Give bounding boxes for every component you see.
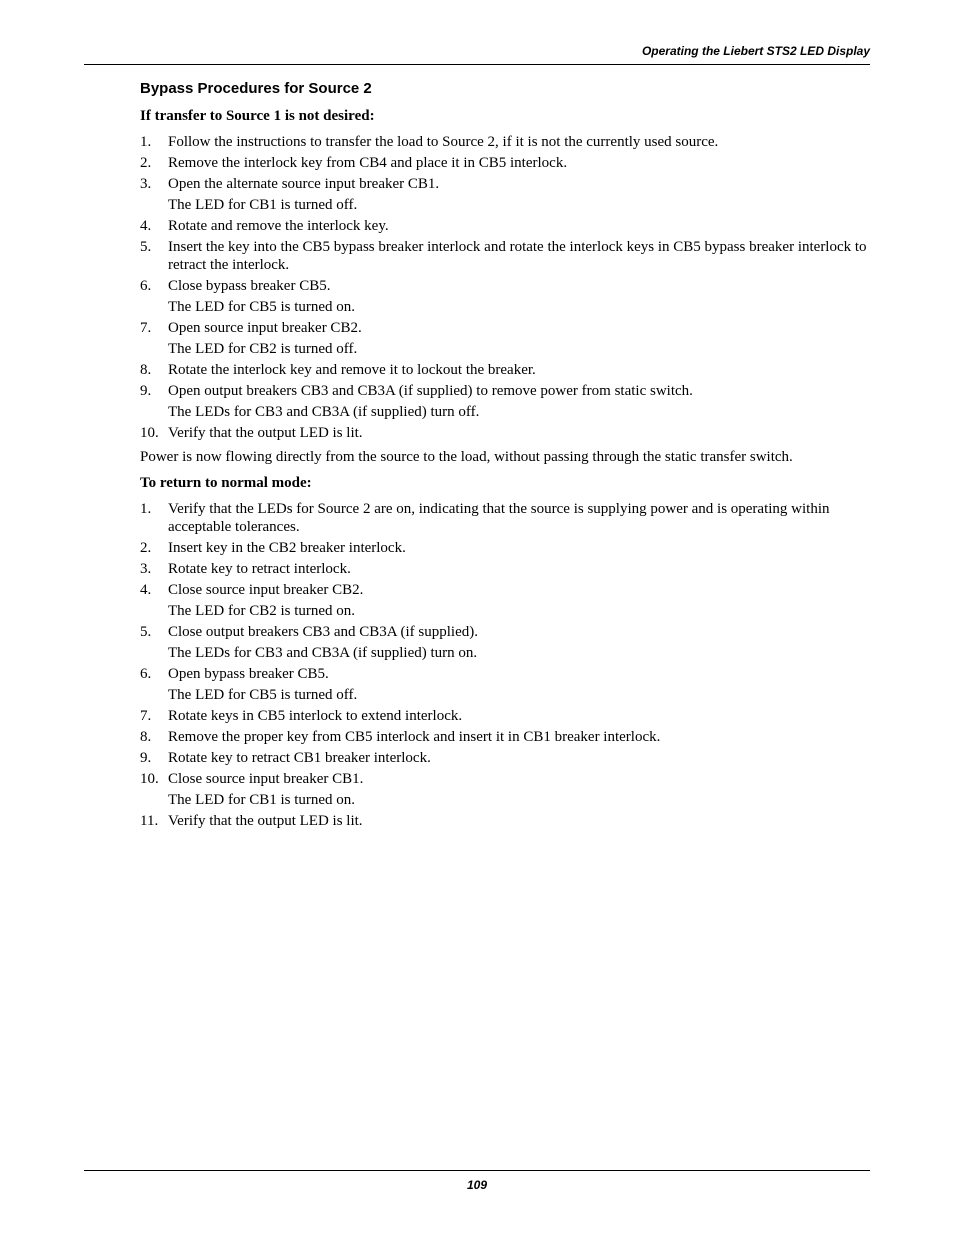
step-number: 5. [140,239,152,255]
list-item [140,277,870,316]
step-number: 7. [140,320,152,336]
step-note: The LED for CB1 is turned off. [168,197,358,213]
step-text: Rotate key to retract interlock. [168,561,351,577]
step-number: 4. [140,582,152,598]
step-note: The LED for CB5 is turned on. [168,299,356,315]
step-number: 6. [140,278,152,294]
step-note: The LED for CB5 is turned off. [168,687,358,703]
list-item [140,539,870,557]
step-text: Open bypass breaker CB5. [168,666,329,682]
list-item [140,560,870,578]
list-item [140,812,870,830]
step-number: 2. [140,540,152,556]
step-number: 9. [140,750,152,766]
step-text: Remove the proper key from CB5 interlock and insert it in CB1 breaker interlock. [168,729,661,745]
list-item [140,133,870,151]
step-number: 4. [140,218,152,234]
page-footer [84,1170,870,1192]
step-note: The LEDs for CB3 and CB3A (if supplied) turn on. [168,645,478,661]
step-number: 10. [140,771,159,787]
running-header-title: Operating the Liebert STS2 LED Display [641,44,870,58]
steps-list-return [140,500,870,830]
step-number: 11. [140,813,159,829]
step-text: Verify that the LEDs for Source 2 are on, indicating that the source is supplying power and is operating within acceptable tolerances. [168,501,830,535]
step-text: Insert key in the CB2 breaker interlock. [168,540,406,556]
step-note: The LED for CB2 is turned on. [168,603,356,619]
list-item [140,175,870,214]
step-note: The LED for CB1 is turned on. [168,792,356,808]
steps-list-bypass [140,133,870,442]
list-item [140,238,870,274]
step-text: Rotate and remove the interlock key. [168,218,389,234]
list-item [140,770,870,809]
list-item [140,581,870,620]
bypass-result-paragraph: Power is now flowing directly from the source to the load, without passing through the static transfer switch. [140,449,793,465]
list-item [140,623,870,662]
step-text: Close source input breaker CB2. [168,582,364,598]
list-item [140,154,870,172]
step-number: 3. [140,176,152,192]
list-item [140,361,870,379]
step-text: Open source input breaker CB2. [168,320,362,336]
page-header [84,44,870,65]
step-text: Open output breakers CB3 and CB3A (if supplied) to remove power from static switch. [168,383,693,399]
step-text: Rotate the interlock key and remove it to lockout the breaker. [168,362,536,378]
list-item [140,749,870,767]
step-text: Remove the interlock key from CB4 and place it in CB5 interlock. [168,155,568,171]
step-note: The LEDs for CB3 and CB3A (if supplied) turn off. [168,404,480,420]
step-number: 5. [140,624,152,640]
step-number: 9. [140,383,152,399]
step-text: Rotate keys in CB5 interlock to extend interlock. [168,708,463,724]
list-item [140,500,870,536]
step-text: Rotate key to retract CB1 breaker interlock. [168,750,431,766]
list-item [140,424,870,442]
step-number: 8. [140,729,152,745]
step-text: Verify that the output LED is lit. [168,425,363,441]
step-text: Verify that the output LED is lit. [168,813,363,829]
step-text: Close source input breaker CB1. [168,771,364,787]
step-number: 1. [140,134,152,150]
step-note: The LED for CB2 is turned off. [168,341,358,357]
list-item [140,707,870,725]
page-content [140,80,870,833]
subheading-no-transfer: If transfer to Source 1 is not desired: [140,108,375,124]
list-item [140,217,870,235]
page-number: 109 [466,1178,488,1192]
step-number: 10. [140,425,159,441]
step-text: Insert the key into the CB5 bypass breaker interlock and rotate the interlock keys in CB5 bypass breaker interlock to retract the interlock. [168,239,867,273]
list-item [140,382,870,421]
list-item [140,319,870,358]
step-number: 6. [140,666,152,682]
list-item [140,728,870,746]
list-item [140,665,870,704]
step-number: 1. [140,501,152,517]
step-number: 7. [140,708,152,724]
step-number: 8. [140,362,152,378]
step-text: Close bypass breaker CB5. [168,278,331,294]
step-number: 3. [140,561,152,577]
subheading-return-normal: To return to normal mode: [140,475,312,491]
step-text: Follow the instructions to transfer the load to Source 2, if it is not the currently used source. [168,134,719,150]
step-number: 2. [140,155,152,171]
step-text: Close output breakers CB3 and CB3A (if supplied). [168,624,478,640]
section-title: Bypass Procedures for Source 2 [140,80,372,97]
step-text: Open the alternate source input breaker CB1. [168,176,440,192]
